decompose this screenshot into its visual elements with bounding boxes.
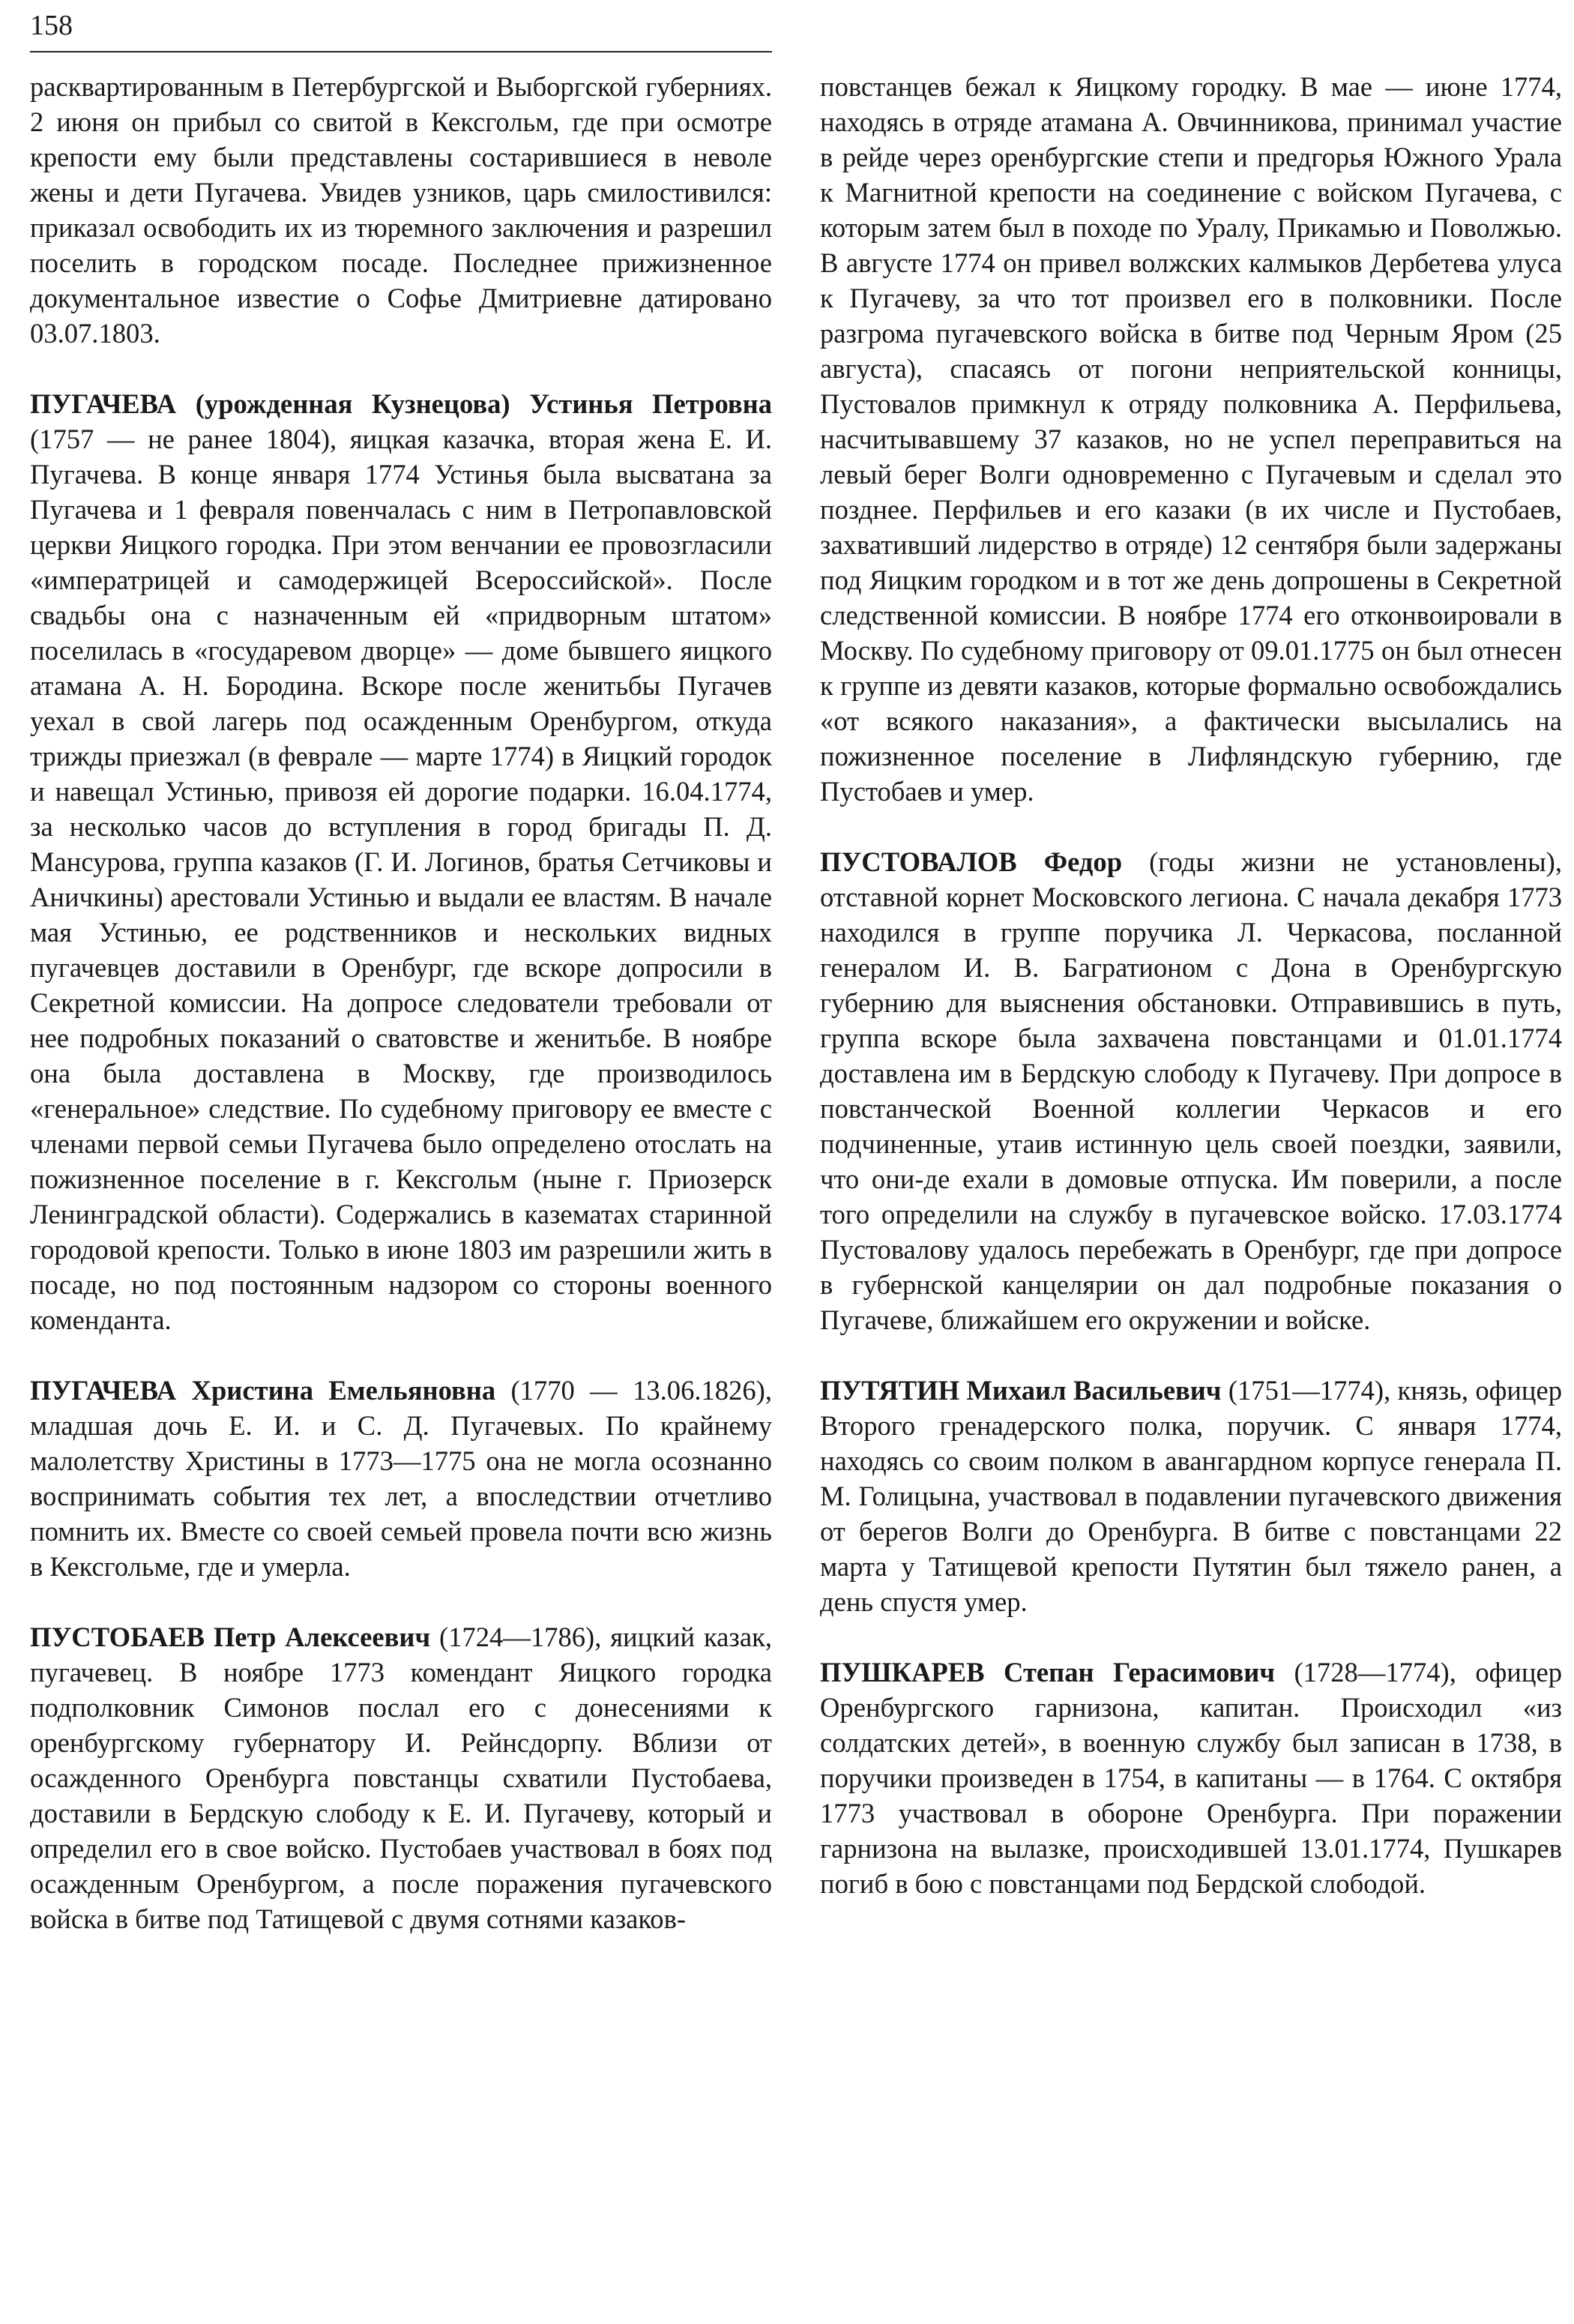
entry-pugacheva-khristina [30,1373,772,1584]
page-number: 158 [30,10,73,41]
entry-headword: ПУГАЧЕВА Христина Емельяновна [30,1375,496,1406]
entry-text: (1757 — не ранее 1804), яицкая казачка, вторая жена Е. И. Пугачева. В конце января 1774 Устинья была высватана за Пугачева и 1 февраля повенчалась с ним в Петропавловской церкви Яицкого городка. При этом венчании ее провозгласили «императрицей и самодержицей Всероссийской». После свадьбы она с назначенным ей «придворным штатом» поселилась в «государевом дворце» — доме бывшего яицкого атамана А. Н. Бородина. Вскоре после женитьбы Пугачев уехал в свой лагерь под осажденным Оренбургом, откуда трижды приезжал (в феврале — марте 1774) в Яицкий городок и навещал Устинью, привозя ей дорогие подарки. 16.04.1774, за несколько часов до вступления в город бригады П. Д. Мансурова, группа казаков (Г. И. Логинов, братья Сетчиковы и Аничкины) арестовали Устинью и выдали ее властям. В начале мая Устинью, ее родственников и нескольких видных пугачевцев доставили в Оренбург, где вскоре допросили в Секретной комиссии. На допросе следователи требовали от нее подробных показаний о сватовстве и женитьбе. В ноябре она была доставлена в Москву, где производилось «генеральное» следствие. По судебному приговору ее вместе с членами первой семьи Пугачева было определено отослать на пожизненное поселение в г. Кексгольм (ныне г. Приозерск Ленинградской области). Содержались в казематах старинной городовой крепости. Только в июне 1803 им разрешили жить в посаде, но под постоянным надзором со стороны военного коменданта. [30,424,772,1335]
entry-text: (1770 — 13.06.1826), младшая дочь Е. И. и С. Д. Пугачевых. По крайнему малолетству Христины в 1773—1775 она не могла осознанно воспринимать события тех лет, а впоследствии отчетливо помнить их. Вместе со своей семьей провела почти всю жизнь в Кексгольме, где и умерла. [30,1375,772,1582]
entry-text: (1724—1786), яицкий казак, пугачевец. В ноябре 1773 комендант Яицкого городка подполковник Симонов послал его с донесениями к оренбургскому губернатору И. Рейнсдорпу. Вблизи от осажденного Оренбурга повстанцы схватили Пустобаева, доставили в Бердскую слободу к Е. И. Пугачеву, который и определил его в свое войско. Пустобаев участвовал в боях под осажденным Оренбургом, а после поражения пугачевского войска в битве под Татищевой с двумя сотнями казаков- [30,1622,773,1934]
entry-text: (1751—1774), князь, офицер Второго гренадерского полка, поручик. С января 1774, находясь со своим полком в авангардном корпусе генерала П. М. Голицына, участвовал в подавлении пугачевского движения от берегов Волги до Оренбурга. В битве с повстанцами 22 марта у Татищевой крепости Путятин был тяжело ранен, а день спустя умер. [820,1375,1562,1617]
entry-pustovalov [820,844,1562,1337]
entry-text: (1728—1774), офицер Оренбургского гарнизона, капитан. Происходил «из солдатских детей», в военную службу был записан в 1738, в поручики произведен в 1754, в капитаны — в 1764. С октября 1773 участвовал в обороне Оренбурга. При поражении гарнизона на вылазке, происходившей 13.01.1774, Пушкарев погиб в бою с повстанцами под Бердской слободой. [820,1657,1562,1899]
entry-pushkarev [820,1655,1562,1901]
entry-putyatin [820,1373,1562,1619]
entry-headword: ПУШКАРЕВ Степан Герасимович [820,1657,1275,1688]
left-column [30,69,772,1936]
entry-headword: ПУГАЧЕВА (урожденная Кузнецова) Устинья Петровна [30,388,772,419]
entry-continuation-left [30,69,772,351]
entry-headword: ПУТЯТИН Михаил Васильевич [820,1375,1222,1406]
entry-text: повстанцев бежал к Яицкому городку. В мае — июне 1774, находясь в отряде атамана А. Овчинникова, принимал участие в рейде через оренбургские степи и предгорья Южного Урала к Магнитной крепости на соединение с войском Пугачева, с которым затем был в походе по Уралу, Прикамью и Поволжью. В августе 1774 он привел волжских калмыков Дербетева улуса к Пугачеву, за что тот произвел его в полковники. После разгрома пугачевского войска в битве под Черным Яром (25 августа), спасаясь от погони неприятельской конницы, Пустовалов примкнул к отряду полковника А. Перфильева, насчитывавшему 37 казаков, но не успел переправиться на левый берег Волги одновременно с Пугачевым и сделал это позднее. Перфильев и его казаки (в их числе и Пустобаев, захвативший лидерство в отряде) 12 сентября были задержаны под Яицким городком и в тот же день допрошены в Секретной следственной комиссии. В ноябре 1774 его отконвоировали в Москву. По судебному приговору от 09.01.1775 он был отнесен к группе из девяти казаков, которые формально освобождались «от всякого наказания», а фактически высылались на пожизненное поселение в Лифляндскую губернию, где Пустобаев и умер. [820,71,1562,807]
entry-headword: ПУСТОВАЛОВ Федор [820,846,1123,877]
entry-pustobaev [30,1619,772,1936]
header-rule [30,51,772,52]
entry-text: расквартированным в Петербургской и Выборгской губерниях. 2 июня он прибыл со свитой в Кексгольм, где при осмотре крепости ему были представлены состарившиеся в неволе жены и дети Пугачева. Увидев узников, царь смилостивился: приказал освободить их из тюремного заключения и разрешил поселить в городском посаде. Последнее прижизненное документальное известие о Софье Дмитриевне датировано 03.07.1803. [30,71,772,349]
entry-headword: ПУСТОБАЕВ Петр Алексеевич [30,1622,431,1652]
entry-text: (годы жизни не установлены), отставной корнет Московского легиона. С начала декабря 1773 находился в группе поручика Л. Черкасова, посланной генералом И. В. Багратионом с Дона в Оренбургскую губернию для выяснения обстановки. Отправившись в путь, группа вскоре была захвачена повстанцами и 01.01.1774 доставлена им в Бердскую слободу к Пугачеву. При допросе в повстанческой Военной коллегии Черкасов и его подчиненные, утаив истинную цель своей поездки, заявили, что они-де ехали в домовые отпуска. Им поверили, а после того определили на службу в пугачевское войско. 17.03.1774 Пустовалову удалось перебежать в Оренбург, где при допросе в губернской канцелярии он дал подробные показания о Пугачеве, ближайшем его окружении и войске. [820,846,1562,1335]
entry-pugacheva-ustinya [30,386,772,1337]
entry-continuation-right [820,69,1562,809]
right-column [820,69,1562,1901]
